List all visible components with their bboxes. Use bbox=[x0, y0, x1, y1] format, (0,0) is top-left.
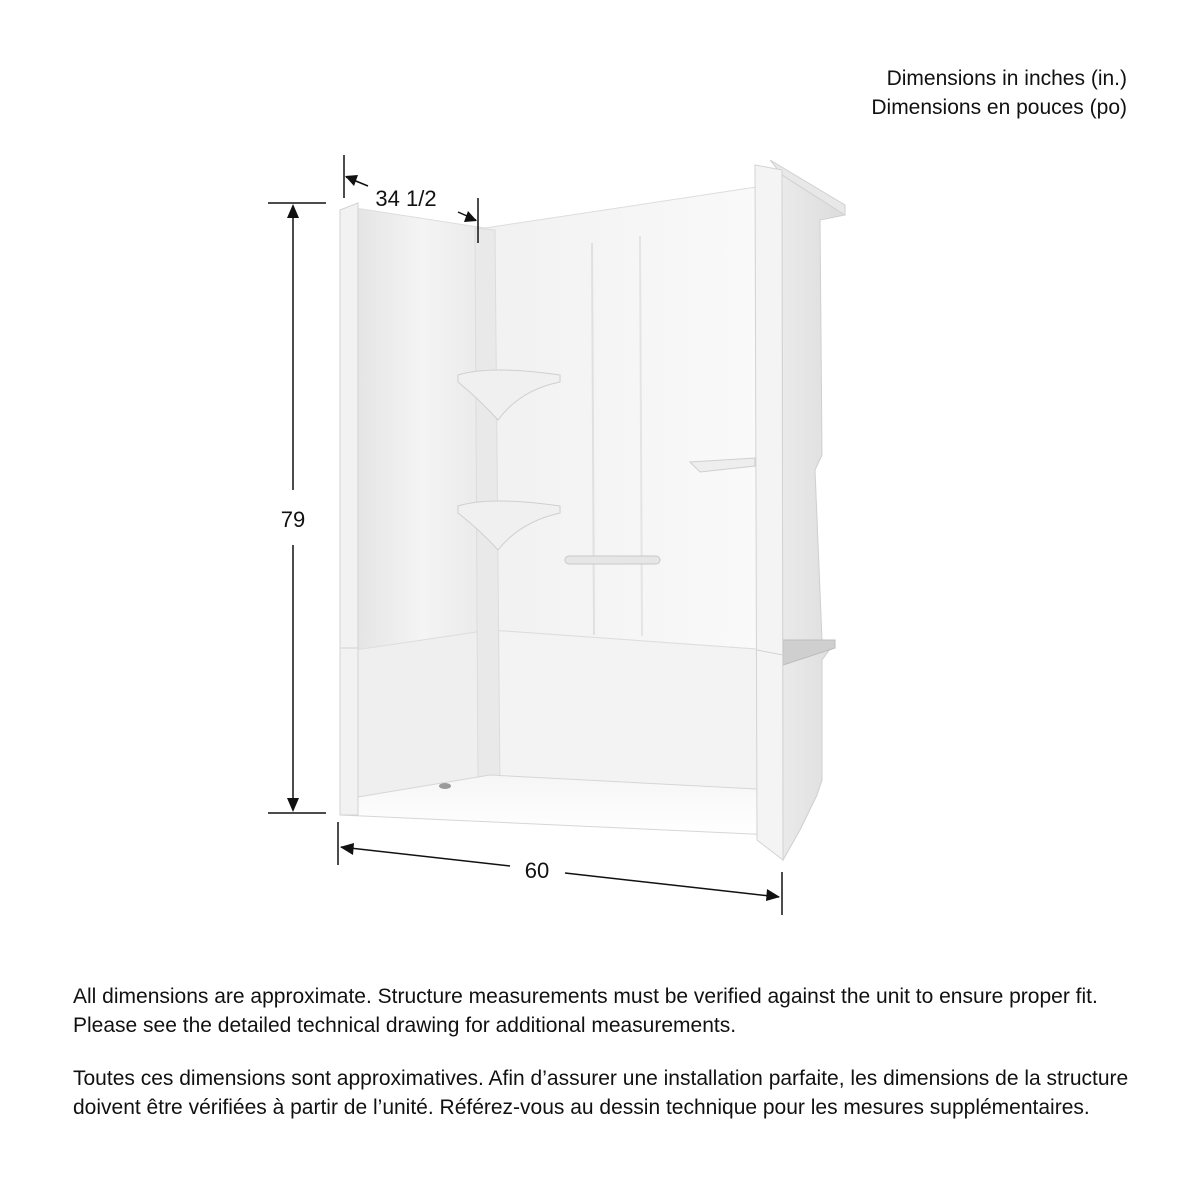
width-label: 60 bbox=[524, 858, 550, 883]
depth-label: 34 1/2 bbox=[375, 186, 437, 211]
grab-bar bbox=[565, 556, 660, 564]
width-arrow-left bbox=[340, 843, 354, 855]
shower-unit bbox=[340, 160, 845, 860]
back-wall-lower bbox=[490, 630, 770, 800]
side-return-panel bbox=[782, 170, 845, 860]
drain bbox=[439, 783, 451, 789]
width-line-right bbox=[565, 873, 779, 897]
right-post bbox=[755, 165, 783, 860]
disclaimer-french: Toutes ces dimensions sont approximatives. Afin d’assurer une installation parfaite, les dimensions de la structure doivent être vérifiées à partir de l’unité. Référez-vous au dessin technique pour les mesures supplémentaires. bbox=[73, 1067, 1129, 1119]
width-arrow-right bbox=[766, 889, 780, 901]
back-wall-panel bbox=[485, 185, 770, 650]
left-flange bbox=[340, 203, 358, 815]
left-wall-panel bbox=[355, 208, 490, 650]
height-arrow-top bbox=[287, 204, 299, 218]
units-english: Dimensions in inches (in.) bbox=[886, 67, 1127, 90]
left-wall-lower bbox=[355, 630, 490, 800]
width-dimension bbox=[338, 822, 782, 915]
units-french: Dimensions en pouces (po) bbox=[871, 96, 1127, 119]
width-line-left bbox=[341, 847, 510, 866]
disclaimer-english: All dimensions are approximate. Structure measurements must be verified against the unit to ensure proper fit. Please see the detailed technical drawing for additional measurements. bbox=[73, 985, 1098, 1037]
height-arrow-bottom bbox=[287, 798, 299, 812]
depth-arrow-right bbox=[464, 211, 477, 222]
height-label: 79 bbox=[280, 507, 306, 532]
